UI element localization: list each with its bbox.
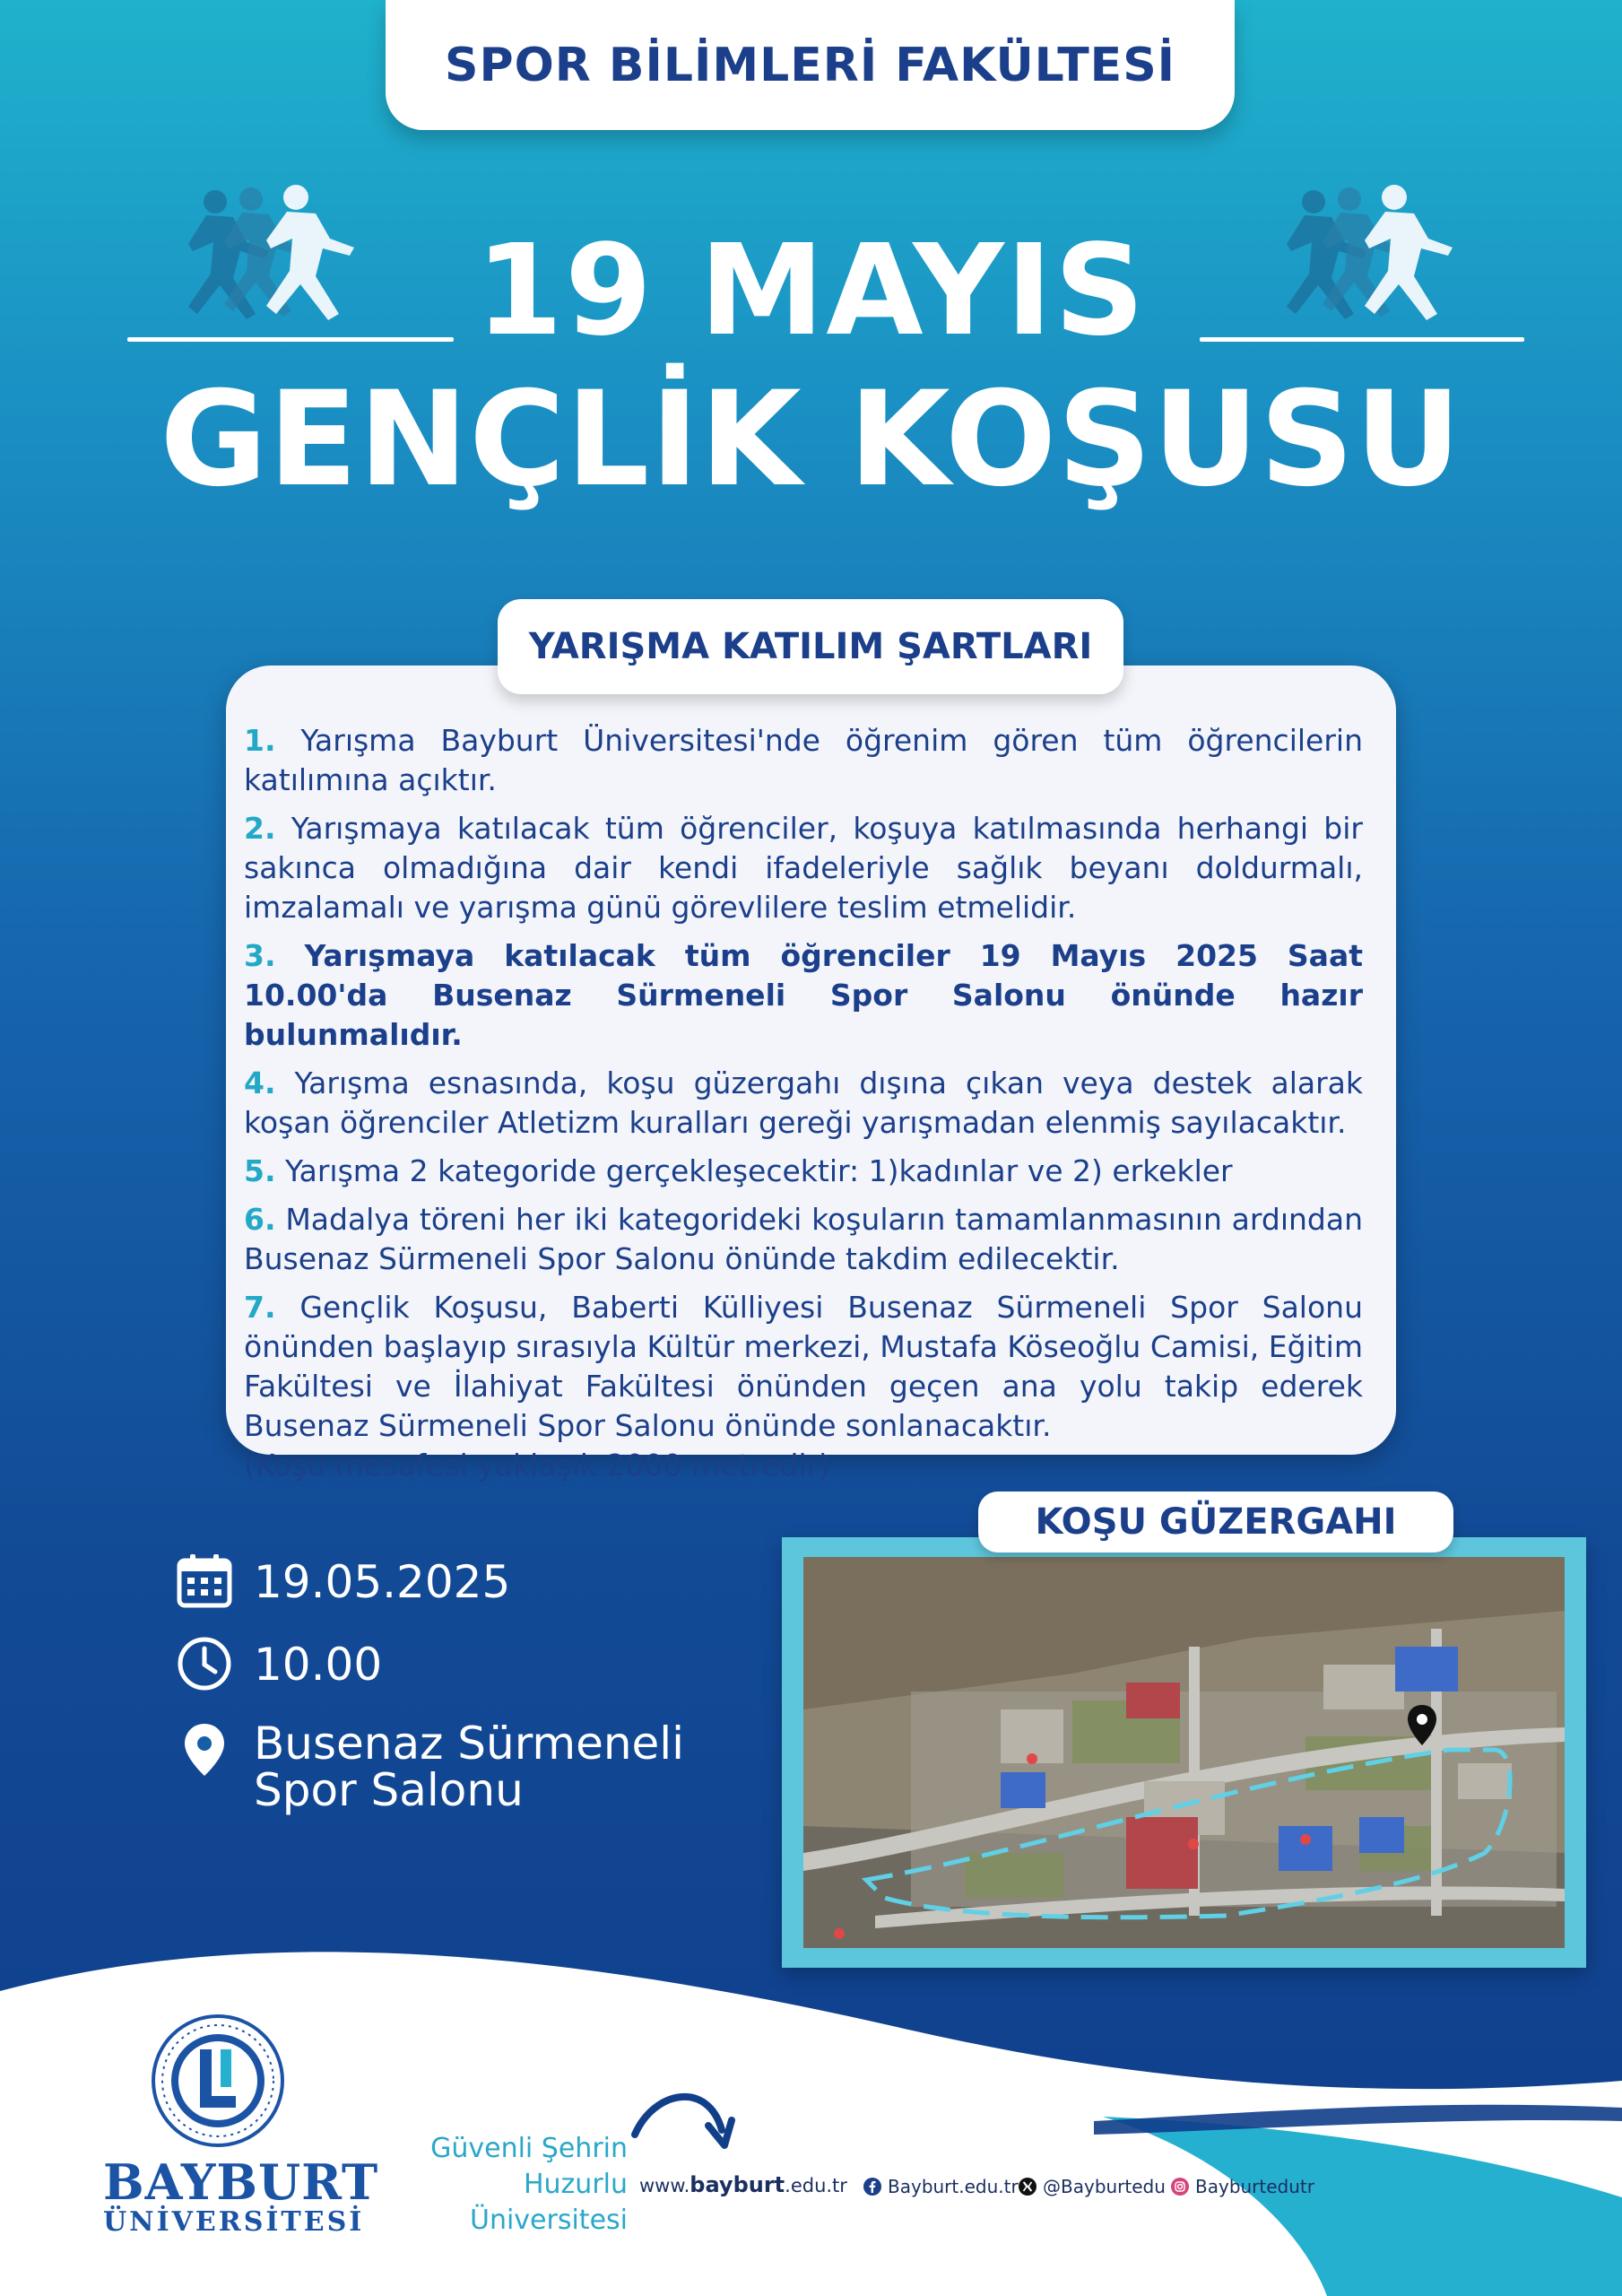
- slogan-line-2: Huzurlu Üniversitesi: [469, 2169, 628, 2236]
- condition-text: Madalya töreni her iki kategorideki koşuların tamamlanmasının ardından Busenaz Sürmeneli Spor Salonu önünde takdim edilecektir.: [244, 1202, 1363, 1276]
- condition-text: Yarışma 2 kategoride gerçekleşecektir: 1)kadınlar ve 2) erkekler: [285, 1153, 1233, 1188]
- condition-item-5: [244, 1152, 1363, 1191]
- condition-number: 6.: [244, 1202, 276, 1237]
- university-logo: [151, 2013, 285, 2148]
- condition-number: 2.: [244, 811, 276, 846]
- faculty-name: SPOR BİLİMLERİ FAKÜLTESİ: [445, 38, 1175, 92]
- venue-line-2: Spor Salonu: [254, 1764, 524, 1816]
- condition-number: 5.: [244, 1153, 276, 1188]
- university-subtitle: ÜNİVERSİTESİ: [103, 2206, 365, 2238]
- instagram-handle: Bayburtedutr: [1195, 2176, 1314, 2197]
- condition-item-6: [244, 1200, 1363, 1279]
- title-line-1: 19 MAYIS: [475, 218, 1147, 364]
- conditions-heading-tab: [498, 599, 1123, 694]
- conditions-card: [226, 665, 1396, 1483]
- condition-text: Yarışmaya katılacak tüm öğrenciler, koşuya katılmasında herhangi bir sakınca olmadığına dair kendi ifadeleriyle sağlık beyanı doldurmalı, imzalamalı ve yarışma günü görevlilere teslim etmelidir.: [244, 811, 1363, 925]
- instagram-icon: [1170, 2177, 1190, 2196]
- condition-item-3: [244, 936, 1363, 1055]
- route-map-frame: [782, 1537, 1586, 1968]
- website-suffix: .edu.tr: [785, 2175, 847, 2196]
- x-icon: [1018, 2177, 1037, 2196]
- university-name: BAYBURT: [103, 2153, 379, 2211]
- instagram-link[interactable]: [1170, 2176, 1314, 2197]
- condition-number: 3.: [244, 938, 276, 973]
- conditions-list: [244, 721, 1363, 1494]
- condition-text: Yarışma Bayburt Üniversitesi'nde öğrenim gören tüm öğrencilerin katılımına açıktır.: [244, 723, 1363, 797]
- route-heading-tab: [978, 1492, 1453, 1552]
- website-link[interactable]: [639, 2172, 847, 2197]
- curved-arrow-icon: [628, 2081, 735, 2161]
- slogan: [359, 2131, 628, 2239]
- calendar-icon: [175, 1552, 234, 1611]
- route-map-image: [803, 1557, 1565, 1948]
- condition-text: Yarışmaya katılacak tüm öğrenciler 19 Mayıs 2025 Saat 10.00'da Busenaz Sürmeneli Spor Salonu önünde hazır bulunmalıdır.: [244, 938, 1363, 1052]
- slogan-line-1: Güvenli Şehrin: [430, 2133, 628, 2164]
- conditions-heading: YARIŞMA KATILIM ŞARTLARI: [528, 626, 1093, 667]
- condition-number: 4.: [244, 1065, 276, 1100]
- event-date: [175, 1552, 510, 1611]
- location-pin-icon: [175, 1720, 234, 1779]
- condition-item-4: [244, 1064, 1363, 1143]
- event-venue-value: [254, 1718, 685, 1816]
- condition-item-7: [244, 1288, 1363, 1485]
- faculty-banner: [386, 0, 1235, 130]
- condition-number: 7.: [244, 1290, 276, 1325]
- route-map: [803, 1557, 1565, 1948]
- event-time-value: 10.00: [254, 1639, 383, 1691]
- event-time: [175, 1634, 382, 1693]
- clock-icon: [175, 1634, 234, 1693]
- condition-text: Gençlik Koşusu, Baberti Külliyesi Busenaz Sürmeneli Spor Salonu önünden başlayıp sırasıyla Kültür merkezi, Mustafa Köseoğlu Camisi, Eğitim Fakültesi ve İlahiyat Fakültesi önünden geçen ana yolu takip ederek Busenaz Sürmeneli Spor Salonu önünde sonlanacaktır.: [244, 1290, 1363, 1443]
- facebook-link[interactable]: [863, 2176, 1019, 2197]
- condition-number: 1.: [244, 723, 276, 758]
- distance-note: (Koşu mesafesi yaklaşık 2000 metredir): [244, 1448, 831, 1483]
- facebook-handle: Bayburt.edu.tr: [888, 2176, 1019, 2197]
- venue-line-1: Busenaz Sürmeneli: [254, 1718, 685, 1770]
- title-line-2: GENÇLİK KOŞUSU: [160, 363, 1462, 516]
- facebook-icon: [863, 2177, 882, 2196]
- x-handle: @Bayburtedu: [1043, 2176, 1166, 2197]
- event-venue: [175, 1718, 685, 1816]
- condition-item-1: [244, 721, 1363, 800]
- route-heading: KOŞU GÜZERGAHI: [1035, 1501, 1397, 1543]
- condition-text: Yarışma esnasında, koşu güzergahı dışına çıkan veya destek alarak koşan öğrenciler Atletizm kuralları gereği yarışmadan elenmiş sayılacaktır.: [244, 1065, 1363, 1140]
- event-date-value: 19.05.2025: [254, 1556, 511, 1608]
- condition-item-2: [244, 809, 1363, 927]
- x-link[interactable]: [1018, 2176, 1166, 2197]
- website-domain: bayburt: [690, 2172, 785, 2197]
- website-prefix: www.: [639, 2175, 690, 2196]
